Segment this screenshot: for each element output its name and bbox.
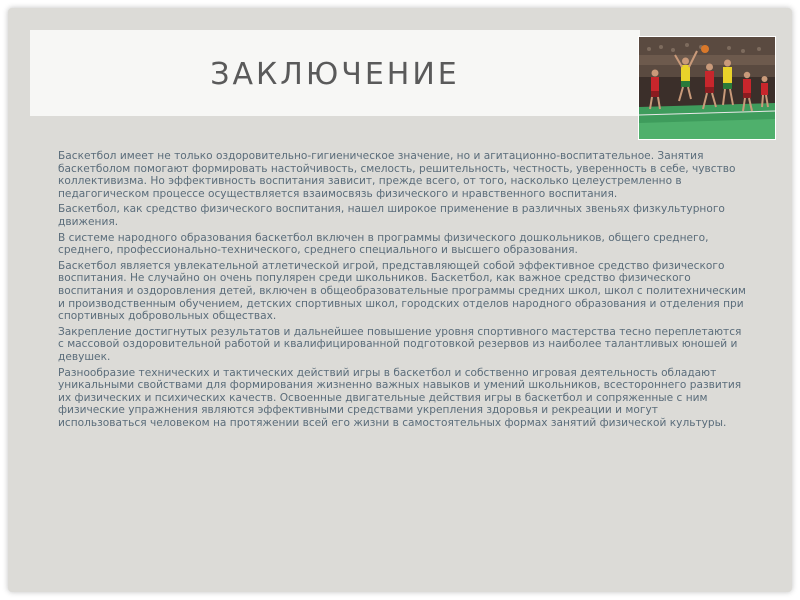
title-band xyxy=(30,30,640,116)
slide-title: ЗАКЛЮЧЕНИЕ xyxy=(210,56,460,92)
slide xyxy=(8,8,792,592)
paragraph: Баскетбол, как средство физического воспитания, нашел широкое применение в различных звеньях физкультурного движения. xyxy=(58,203,725,228)
basketball-photo xyxy=(638,36,776,140)
paragraph: В системе народного образования баскетбол включен в программы физического дошкольников, общего среднего, среднего, профессионально-технического, среднего специального и высшего образования. xyxy=(58,231,709,257)
paragraph: Закрепление достигнутых результатов и дальнейшее повышение уровня спортивного мастерства тесно переплетаются с массовой оздоровительной работой и квалифицированной подготовкой резервов из наиболее талантливых юношей и девушек. xyxy=(58,325,742,363)
paragraph: Баскетбол имеет не только оздоровительно-гигиеническое значение, но и агитационно-воспитательное. Занятия баскетболом помогают формировать настойчивость, смелость, решительность, честность, уверенность в себе, чувство коллективизма. Но эффективность воспитания зависит, прежде всего, от того, насколько целеустремленно в педагогическом процессе осуществляется взаимосвязь физического и нравственного воспитания. xyxy=(58,150,736,200)
body-text xyxy=(58,150,748,432)
paragraph: Разнообразие технических и тактических действий игры в баскетбол и собственно игровая деятельность обладают уникальными свойствами для формирования жизненно важных навыков и умений школьников, всестороннего развития их физических и психических качеств. Освоенные двигательные действия игры в баскетбол и сопряженные с ним физические упражнения являются эффективными средствами укрепления здоровья и рекреации и могут использоваться человеком на протяжении всей его жизни в самостоятельных формах занятий физической культуры. xyxy=(58,366,742,429)
paragraph: Баскетбол является увлекательной атлетической игрой, представляющей собой эффективное средство физического воспитания. Не случайно он очень популярен среди школьников. Баскетбол, как важное средство физического воспитания и оздоровления детей, включен в общеобразовательные программы средних школ, школ с политехническим и производственным обучением, детских спортивных школ, городских отделов народного образования и отделения при спортивных добровольных обществах. xyxy=(58,259,746,323)
